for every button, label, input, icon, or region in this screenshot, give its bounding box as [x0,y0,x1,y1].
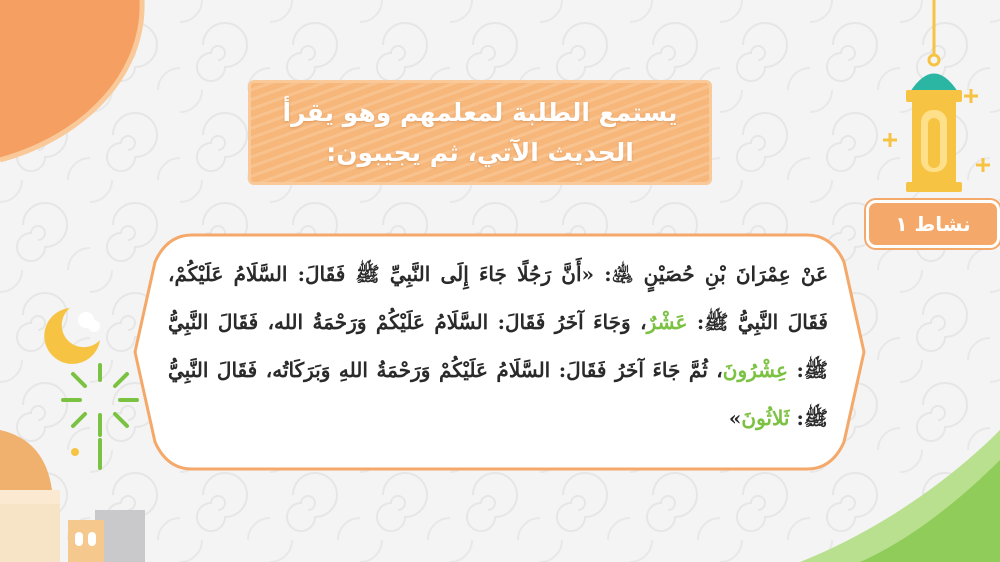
answer-twenty: عِشْرُونَ [722,358,788,382]
hadith-part-3: ، ثُمَّ جَاءَ آخَرُ فَقَالَ: السَّلَامُ عَلَيْكُمْ وَرَحْمَةُ اللهِ وَبَرَكَاتُه، فَقَالَ النَّبِيُّ ﷺ: [168,358,828,430]
lantern-icon [870,0,1000,200]
answer-thirty: ثَلاثُونَ [741,406,790,430]
title-line-1: يستمع الطلبة لمعلمهم وهو يقرأ [282,97,678,127]
hadith-part-2: ، وَجَاءَ آخَرُ فَقَالَ: السَّلَامُ عَلَيْكُمْ وَرَحْمَةُ الله، فَقَالَ النَّبِيُّ ﷺ: [168,310,829,382]
answer-ten: عَشْرٌ [646,310,688,334]
hadith-part-1: عَنْ عِمْرَانَ بْنِ حُصَيْنٍ ﵁: «أَنَّ رَجُلًا جَاءَ إِلَى النَّبِيِّ ﷺ فَقَالَ: السَّلَامُ عَلَيْكُمْ، فَقَالَ النَّبِيُّ ﷺ: [168,262,828,334]
hadith-part-4: » [728,406,742,430]
title-banner [248,80,712,185]
activity-badge [866,200,1000,248]
corner-orange-shape [0,0,150,170]
hadith-text [168,250,828,460]
title-line-2: الحديث الآتي، ثم يجيبون: [326,137,634,167]
mosque-icon [0,410,150,562]
activity-badge-label: نشاط ١ [895,212,971,236]
